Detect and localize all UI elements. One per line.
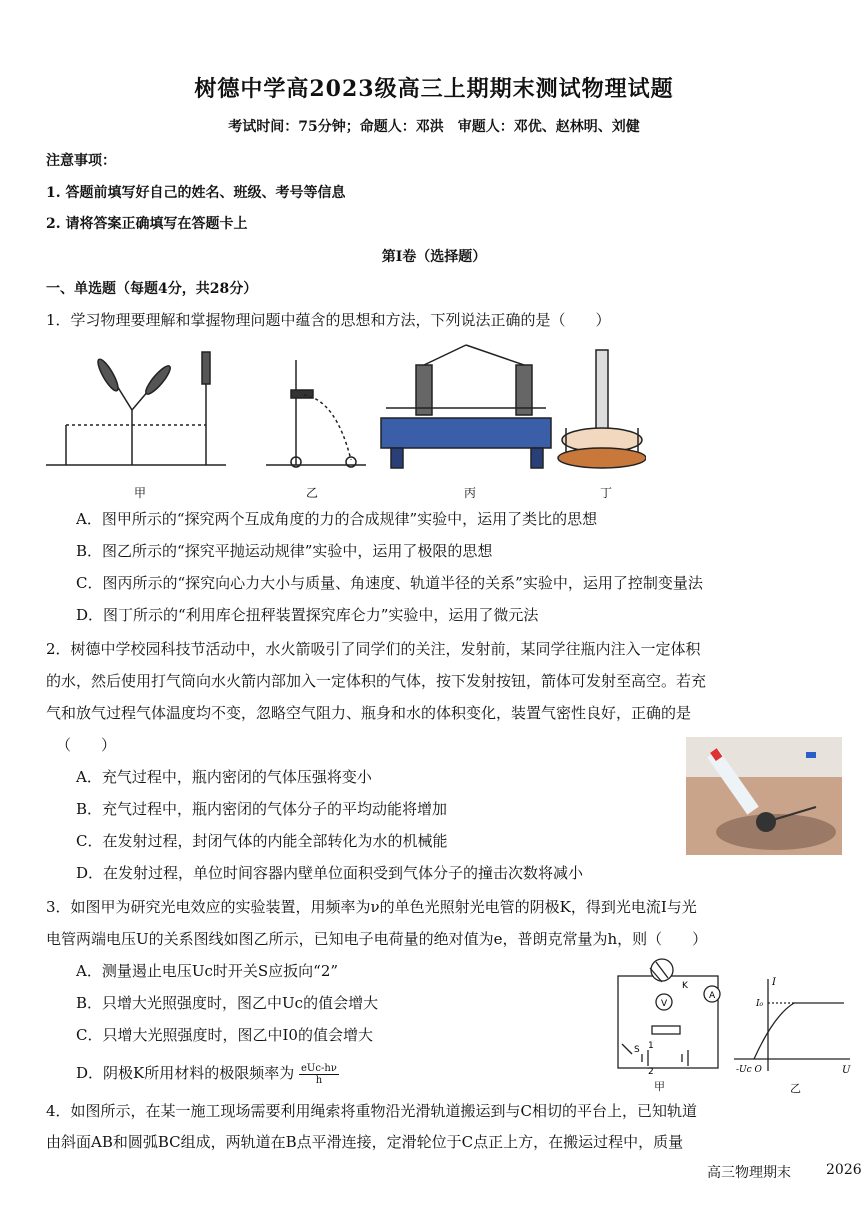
fraction-denominator: h: [315, 1074, 323, 1086]
svg-text:A: A: [709, 991, 716, 1001]
circuit-label: 甲: [654, 1080, 665, 1093]
fraction-numerator: eUc-hν: [301, 1062, 337, 1074]
volume-heading: 第Ⅰ卷（选择题）: [381, 249, 487, 265]
q1-option-b: B．图乙所示的“探究平抛运动规律”实验中，运用了极限的思想: [76, 542, 493, 560]
svg-text:U: U: [842, 1065, 851, 1075]
q1-option-c: C．图丙所示的“探究向心力大小与质量、角速度、轨道半径的关系”实验中，运用了控制变量法: [76, 574, 703, 592]
figure-bing: [381, 345, 551, 468]
q2-option-b: B．充气过程中，瓶内密闭的气体分子的平均动能将增加: [76, 800, 448, 818]
q3-option-d-text: D．阴极K所用材料的极限频率为: [76, 1064, 295, 1082]
svg-text:-Uc O: -Uc O: [736, 1065, 762, 1075]
q2-stem-line-3: 气和放气过程气体温度均不变，忽略空气阻力、瓶身和水的体积变化，装置气密性良好，正确的是: [46, 704, 692, 722]
q3-stem-line-1: 3．如图甲为研究光电效应的实验装置，用频率为ν的单色光照射光电管的阴极K，得到光电流I与光: [46, 898, 697, 916]
notice-heading: 注意事项：: [46, 153, 116, 169]
water-rocket-photo: [686, 737, 842, 855]
q2-stem-line-4: （ ）: [56, 736, 117, 754]
footer-label: 高三物理期末: [707, 1165, 791, 1181]
q3-option-d: [76, 1062, 339, 1086]
figure-jia: [46, 352, 226, 465]
figure-yi: [266, 360, 366, 467]
footer-page: 2026: [826, 1162, 862, 1178]
q2-option-d: D．在发射过程，单位时间容器内壁单位面积受到气体分子的撞击次数将减小: [76, 864, 584, 882]
fig-label-jia: 甲: [134, 486, 147, 500]
q1-option-a: A．图甲所示的“探究两个互成角度的力的合成规律”实验中，运用了类比的思想: [76, 510, 598, 528]
svg-text:I: I: [772, 977, 776, 988]
q4-stem-line-2: 由斜面AB和圆弧BC组成，两轨道在B点平滑连接，定滑轮位于C点正上方，在搬运过程中，质量: [46, 1133, 684, 1151]
q3-option-a: A．测量遏止电压Uc时开关S应扳向“2”: [76, 962, 339, 980]
section-heading: 一、单选题（每题4分，共28分）: [46, 281, 258, 297]
fig-label-ding: 丁: [600, 486, 613, 500]
notice-item-2: 2. 请将答案正确填写在答题卡上: [46, 216, 248, 232]
svg-text:K: K: [682, 981, 688, 991]
fig-label-bing: 丙: [464, 486, 477, 500]
q1-stem: 1．学习物理要理解和掌握物理问题中蕴含的思想和方法，下列说法正确的是（ ）: [46, 311, 611, 329]
q4-stem-line-1: 4．如图所示，在某一施工现场需要利用绳索将重物沿光滑轨道搬运到与C相切的平台上，已知轨道: [46, 1102, 698, 1120]
q3-fraction: [299, 1063, 339, 1086]
svg-text:1: 1: [648, 1041, 654, 1051]
q3-option-c: C．只增大光照强度时，图乙中I0的值会增大: [76, 1026, 373, 1044]
svg-text:V: V: [661, 999, 668, 1009]
svg-text:2: 2: [648, 1067, 654, 1076]
notice-item-1: 1. 答题前填写好自己的姓名、班级、考号等信息: [46, 185, 346, 201]
q3-stem-line-2: 电管两端电压U的关系图线如图乙所示，已知电子电荷量的绝对值为e，普朗克常量为h，则（ ）: [46, 930, 708, 948]
q2-stem-line-1: 2．树德中学校园科技节活动中，水火箭吸引了同学们的关注，发射前，某同学往瓶内注入一定体积: [46, 640, 701, 658]
figure-ding: [558, 350, 646, 468]
q3-option-b: B．只增大光照强度时，图乙中Uc的值会增大: [76, 994, 379, 1012]
q2-option-a: A．充气过程中，瓶内密闭的气体压强将变小: [76, 768, 372, 786]
q2-option-c: C．在发射过程，封闭气体的内能全部转化为水的机械能: [76, 832, 448, 850]
svg-text:S: S: [634, 1045, 640, 1055]
q1-figures: [46, 340, 646, 500]
iu-graph: [734, 975, 854, 1075]
page-title: 树德中学高2023级高三上期期末测试物理试题: [194, 76, 674, 102]
q2-stem-line-2: 的水，然后使用打气筒向水火箭内部加入一定体积的气体，按下发射按钮，箭体可发射至高空。若充: [46, 672, 707, 690]
fig-label-yi: 乙: [306, 486, 319, 500]
q1-option-d: D．图丁所示的“利用库仑扭秤装置探究库仑力”实验中，运用了微元法: [76, 606, 539, 624]
exam-info: 考试时间：75分钟；命题人：邓洪 审题人：邓优、赵林明、刘健: [228, 119, 640, 135]
svg-text:I₀: I₀: [756, 999, 764, 1009]
photoelectric-circuit: [612, 958, 730, 1076]
graph-label: 乙: [790, 1082, 801, 1095]
